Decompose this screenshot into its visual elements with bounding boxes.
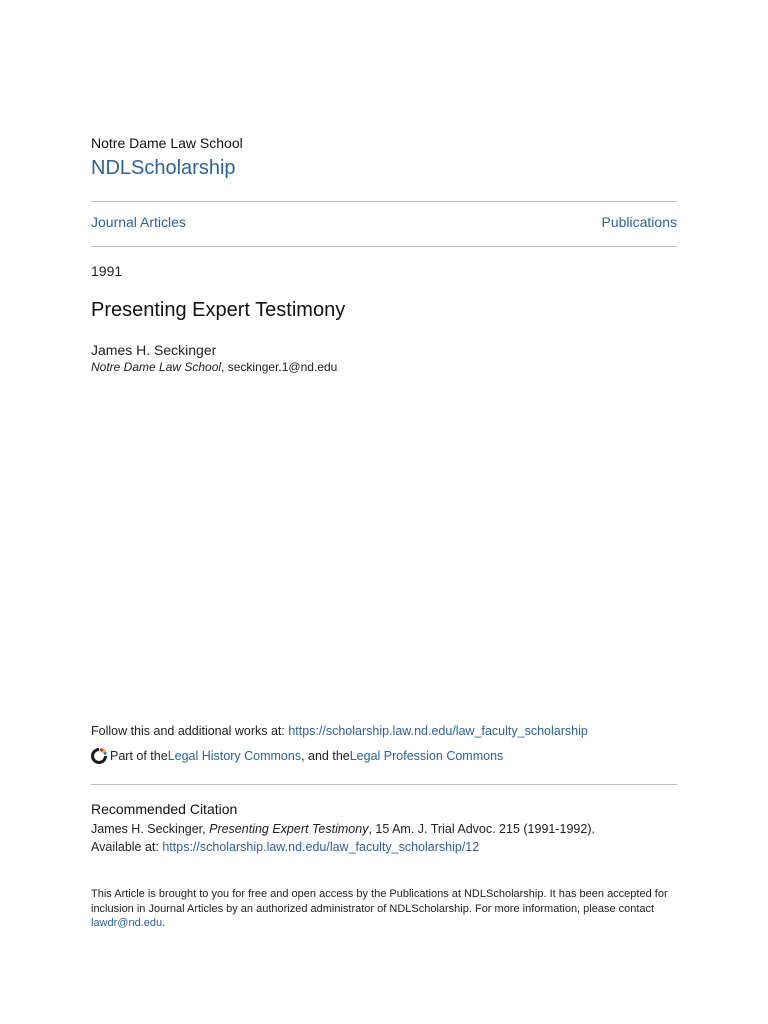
follow-url-link[interactable]: https://scholarship.law.nd.edu/law_faculty_scholarship bbox=[288, 724, 588, 738]
legal-history-commons-link[interactable]: Legal History Commons bbox=[167, 749, 302, 763]
divider-nav bbox=[91, 246, 677, 247]
author-email: , seckinger.1@nd.edu bbox=[221, 360, 338, 374]
affiliation-name: Notre Dame Law School bbox=[91, 360, 222, 374]
repository-link[interactable]: NDLScholarship bbox=[91, 157, 236, 179]
follow-line bbox=[91, 724, 588, 738]
publication-year: 1991 bbox=[91, 263, 123, 279]
citation-available bbox=[91, 839, 595, 857]
author-name: James H. Seckinger bbox=[91, 342, 217, 358]
citation-line bbox=[91, 821, 595, 839]
citation-author: James H. Seckinger, bbox=[91, 822, 210, 836]
publications-link[interactable]: Publications bbox=[601, 214, 677, 230]
divider-citation bbox=[91, 784, 677, 785]
part-of-line bbox=[91, 748, 503, 764]
citation-heading: Recommended Citation bbox=[91, 801, 238, 817]
citation-body bbox=[91, 821, 595, 856]
part-of-middle: , and the bbox=[301, 749, 350, 763]
part-of-prefix: Part of the bbox=[110, 749, 168, 763]
contact-email-link[interactable]: lawdr@nd.edu bbox=[91, 917, 163, 929]
article-title: Presenting Expert Testimony bbox=[91, 299, 346, 321]
divider-top bbox=[91, 201, 677, 202]
footer-text: This Article is brought to you for free and open access by the Publications at NDLScholarship. It has been accepted for inclusion in Journal Articles by an authorized administrator of NDLScholarship. For more information, please contact bbox=[91, 888, 668, 915]
available-prefix: Available at: bbox=[91, 839, 163, 854]
follow-prefix: Follow this and additional works at: bbox=[91, 724, 289, 738]
citation-details: , 15 Am. J. Trial Advoc. 215 (1991-1992). bbox=[368, 822, 595, 836]
footer-end: . bbox=[162, 917, 166, 929]
citation-url-link[interactable]: https://scholarship.law.nd.edu/law_faculty_scholarship/12 bbox=[162, 839, 480, 854]
citation-title: Presenting Expert Testimony bbox=[209, 822, 369, 836]
journal-articles-link[interactable]: Journal Articles bbox=[91, 214, 186, 230]
legal-profession-commons-link[interactable]: Legal Profession Commons bbox=[349, 749, 504, 763]
author-affiliation bbox=[91, 360, 337, 374]
creative-commons-icon bbox=[91, 748, 107, 764]
institution-name: Notre Dame Law School bbox=[91, 135, 243, 151]
footer-notice bbox=[91, 887, 677, 931]
